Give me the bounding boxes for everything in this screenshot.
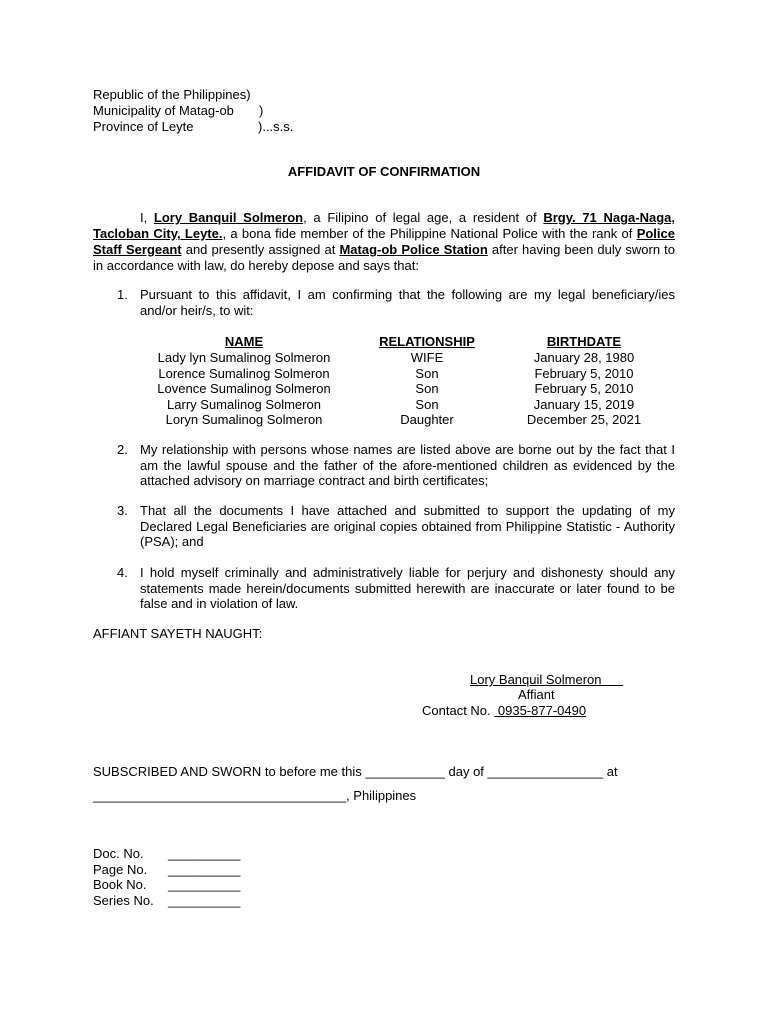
table-row <box>138 350 664 366</box>
intro-text-1: I, <box>140 210 154 225</box>
table-header-name: NAME <box>224 333 264 349</box>
list-item-number: 4. <box>117 565 128 580</box>
intro-text-5: after having been duly sworn to in accordance with law, do hereby depose and says that: <box>93 242 675 273</box>
venue-republic-label: Republic of the Philippines) <box>93 87 251 102</box>
page-no-blank: __________ <box>168 861 241 877</box>
venue-block <box>93 87 294 135</box>
table-row <box>138 412 664 428</box>
table-header-birthdate: BIRTHDATE <box>546 333 622 349</box>
table-cell-relationship: Son <box>415 381 439 396</box>
notarial-register <box>93 846 241 909</box>
affiant-sayeth-naught: AFFIANT SAYETH NAUGHT: <box>93 626 263 641</box>
table-cell-name: Lorence Sumalinog Solmeron <box>158 365 330 381</box>
venue-province-label: Province of Leyte <box>93 119 194 134</box>
table-header-relationship: RELATIONSHIP <box>379 333 475 349</box>
table-header-row <box>138 333 664 350</box>
intro-text-2: , a Filipino of legal age, a resident of <box>303 210 544 225</box>
list-item-text: My relationship with persons whose names are listed above are borne out by the fact that I am the lawful spouse and the father of the afore-mentioned children as evidenced by the attached advisory on marriage contract and birth certificates; <box>140 442 675 488</box>
table-cell-name: Lady lyn Sumalinog Solmeron <box>157 350 331 365</box>
affiant-station: Matag-ob Police Station <box>339 242 488 257</box>
table-row <box>138 397 664 413</box>
table-cell-birthdate: January 28, 1980 <box>533 350 635 365</box>
table-cell-birthdate: February 5, 2010 <box>534 365 634 381</box>
list-item-number: 1. <box>117 287 128 302</box>
list-item-number: 2. <box>117 442 128 457</box>
signature-role: Affiant <box>518 687 555 702</box>
table-cell-name: Lovence Sumalinog Solmeron <box>157 381 331 396</box>
doc-no-blank: __________ <box>168 846 241 861</box>
page-no-label: Page No. <box>93 861 148 877</box>
affiant-rank: Police Staff Sergeant <box>93 226 675 257</box>
contact-line <box>422 703 586 719</box>
venue-municipality-label: Municipality of Matag-ob <box>93 103 234 118</box>
affiant-address: Brgy. 71 Naga-Naga, Tacloban City, Leyte. <box>93 210 675 241</box>
table-cell-birthdate: December 25, 2021 <box>526 412 642 427</box>
venue-municipality <box>93 103 264 119</box>
doc-no-row <box>93 846 241 862</box>
list-item-3 <box>93 503 675 550</box>
list-item-2 <box>93 442 675 489</box>
venue-province <box>93 119 294 135</box>
doc-no-label: Doc. No. <box>93 846 144 861</box>
venue-republic <box>93 87 251 103</box>
book-no-label: Book No. <box>93 877 147 893</box>
table-cell-relationship: Son <box>415 396 439 412</box>
signature-name: Lory Banquil Solmeron <box>470 672 624 687</box>
document-title: AFFIDAVIT OF CONFIRMATION <box>287 164 481 179</box>
table-cell-birthdate: January 15, 2019 <box>533 396 635 412</box>
jurat-line-2: ___________________________________, Philippines <box>93 788 417 803</box>
list-item-1 <box>93 287 675 318</box>
table-cell-relationship: WIFE <box>410 350 444 365</box>
table-cell-birthdate: February 5, 2010 <box>534 381 634 396</box>
list-item-number: 3. <box>117 503 128 518</box>
book-no-row <box>93 877 241 893</box>
table-row <box>138 366 664 382</box>
series-no-blank: __________ <box>168 893 241 909</box>
venue-province-paren: )...s.s. <box>258 119 294 134</box>
affiant-name: Lory Banquil Solmeron <box>153 210 304 225</box>
intro-paragraph <box>93 210 675 274</box>
table-row <box>138 381 664 397</box>
list-item-text: That all the documents I have attached and submitted to support the updating of my Declared Legal Beneficiaries are original copies obtained from Philippine Statistic - Authority (PSA); and <box>140 503 675 549</box>
venue-municipality-paren: ) <box>259 103 264 118</box>
beneficiaries-table <box>138 333 664 428</box>
intro-text-3: , a bona fide member of the Philippine National Police with the rank of <box>222 226 637 241</box>
table-cell-relationship: Son <box>415 365 439 381</box>
contact-label: Contact No. <box>422 703 495 718</box>
page-no-row <box>93 861 241 878</box>
intro-text-4: and presently assigned at <box>181 242 340 257</box>
book-no-blank: __________ <box>168 877 241 893</box>
table-cell-name: Loryn Sumalinog Solmeron <box>165 412 323 427</box>
list-item-4 <box>93 565 675 612</box>
series-no-row <box>93 893 241 909</box>
contact-number: 0935-877-0490 <box>494 703 587 718</box>
list-item-text: Pursuant to this affidavit, I am confirming that the following are my legal beneficiary/ies and/or heir/s, to wit: <box>140 287 675 318</box>
jurat-line-1: SUBSCRIBED AND SWORN to before me this ___________ day of ________________ at <box>93 764 618 779</box>
list-item-text: I hold myself criminally and administratively liable for perjury and dishonesty should any statements made herein/documents submitted herewith are inaccurate or later found to be false and in violation of law. <box>140 565 675 611</box>
table-cell-name: Larry Sumalinog Solmeron <box>167 396 321 412</box>
table-cell-relationship: Daughter <box>400 412 454 427</box>
series-no-label: Series No. <box>93 893 154 909</box>
